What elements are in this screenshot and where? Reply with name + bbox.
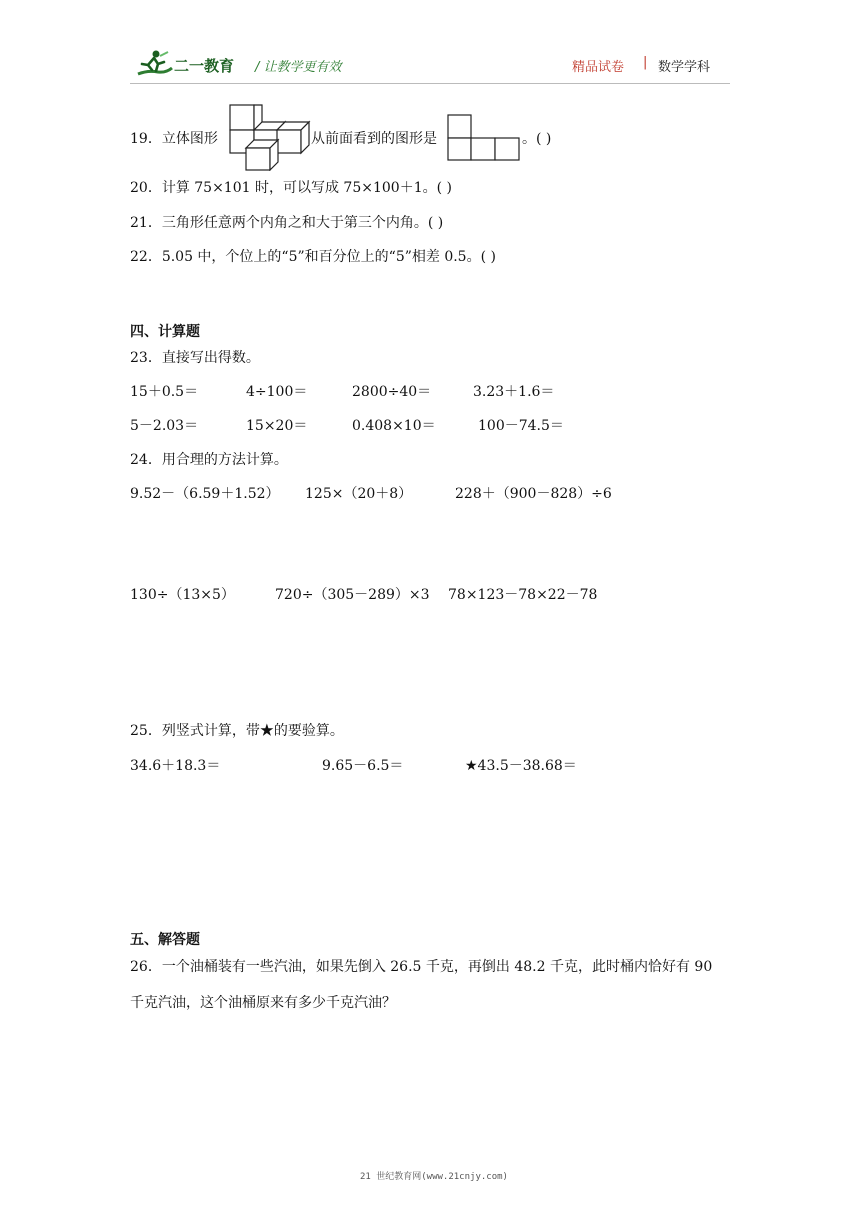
q25-title: 25．列竖式计算，带★的要验算。 (130, 723, 344, 739)
q24-item: 720÷（305－289）×3 (275, 587, 430, 603)
header-rule (130, 83, 730, 84)
q20-text: 20．计算 75×101 时，可以写成 75×100＋1。( ) (130, 180, 452, 196)
q23-item: 4÷100＝ (246, 384, 308, 400)
q21-text: 21．三角形任意两个内角之和大于第三个内角。( ) (130, 215, 444, 231)
q19-solid-figure (229, 104, 311, 171)
page-footer: 21 世纪教育网(www.21cnjy.com) (360, 1172, 508, 1182)
header-label-premium: 精品试卷 (572, 60, 625, 75)
q24-item: 78×123－78×22－78 (448, 587, 598, 603)
q24-item: 125×（20＋8） (305, 486, 413, 502)
header-logo (134, 48, 174, 78)
q19-suffix: 。( ) (522, 131, 552, 147)
runner-logo-icon (134, 48, 174, 78)
q26-line1: 26．一个油桶装有一些汽油，如果先倒入 26.5 千克，再倒出 48.2 千克，此时桶内恰好有 90 (130, 959, 713, 975)
q23-item: 5－2.03＝ (130, 418, 199, 434)
q24-item: 130÷（13×5） (130, 587, 235, 603)
header-label-subject: 数学学科 (658, 60, 711, 75)
q19-prefix: 19．立体图形 (130, 131, 218, 147)
q23-item: 15＋0.5＝ (130, 384, 199, 400)
q23-title: 23．直接写出得数。 (130, 350, 260, 366)
q19-front-view (447, 114, 521, 162)
q23-item: 100－74.5＝ (478, 418, 564, 434)
section-4-heading: 四、计算题 (130, 324, 200, 340)
header-slogan: / 让教学更有效 (255, 60, 342, 75)
q24-item: 228＋（900－828）÷6 (455, 486, 612, 502)
q22-text: 22．5.05 中，个位上的“5”和百分位上的“5”相差 0.5。( ) (130, 249, 496, 265)
q23-item: 2800÷40＝ (352, 384, 432, 400)
q24-item: 9.52－（6.59＋1.52） (130, 486, 280, 502)
q25-item: 9.65－6.5＝ (322, 758, 404, 774)
section-5-heading: 五、解答题 (130, 932, 200, 948)
q23-item: 15×20＝ (246, 418, 308, 434)
q25-item: 34.6＋18.3＝ (130, 758, 221, 774)
q26-line2: 千克汽油，这个油桶原来有多少千克汽油？ (130, 995, 396, 1011)
brand-name: 二一教育 (174, 57, 235, 75)
header-divider: | (643, 55, 648, 70)
q19-middle: 从前面看到的图形是 (311, 131, 437, 147)
q25-item: ★43.5－38.68＝ (465, 758, 577, 774)
q24-title: 24．用合理的方法计算。 (130, 452, 288, 468)
q23-item: 3.23＋1.6＝ (473, 384, 555, 400)
q23-item: 0.408×10＝ (352, 418, 436, 434)
